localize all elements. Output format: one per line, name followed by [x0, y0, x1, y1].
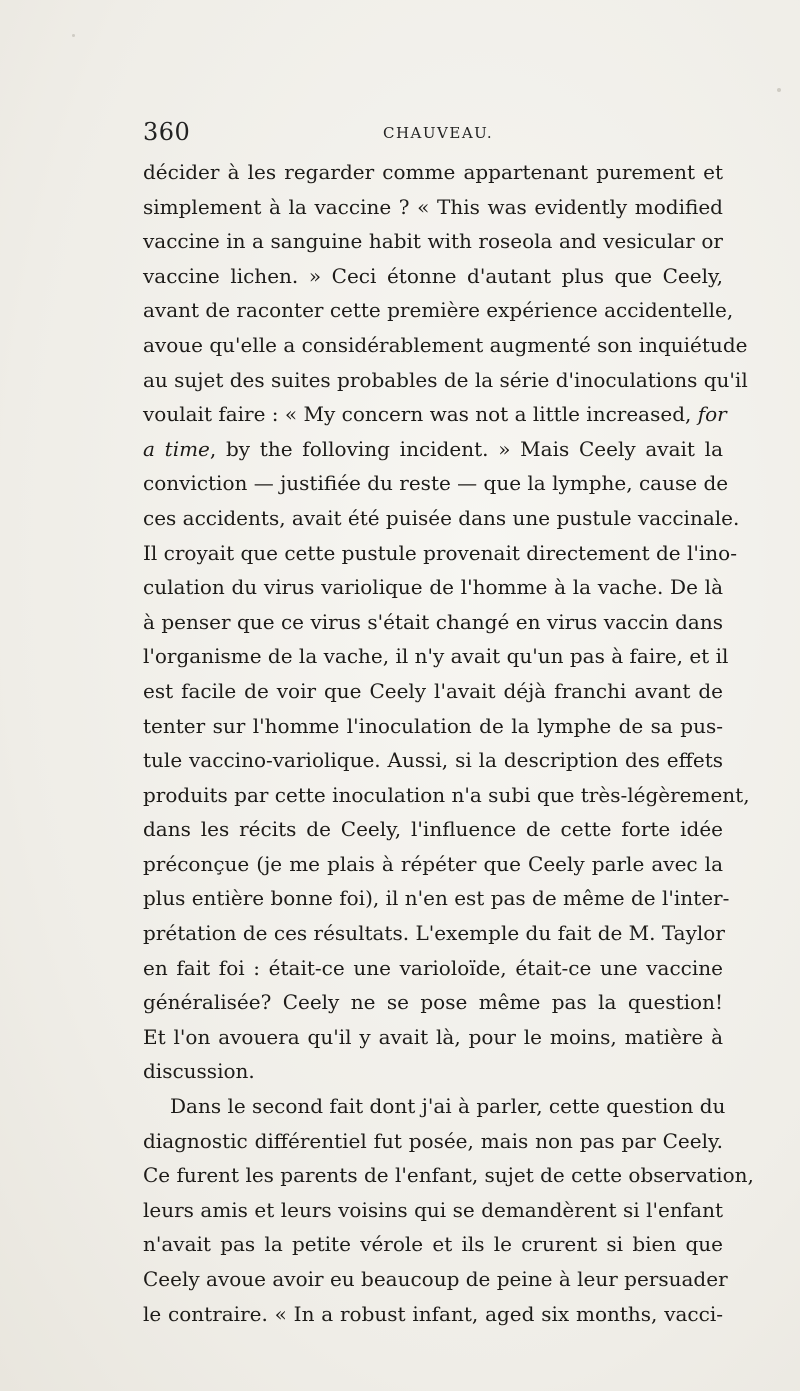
text-line: a time, by the folloving incident. » Mais Ceely avait la: [143, 436, 723, 461]
text-line: vaccine in a sanguine habit with roseola and vesicular or: [143, 229, 723, 254]
text-line: Il croyait que cette pustule provenait directement de l'ino-: [143, 540, 737, 565]
text-line: tenter sur l'homme l'inoculation de la lymphe de sa pus-: [143, 713, 723, 738]
text-line: vaccine lichen. » Ceci étonne d'autant plus que Ceely,: [143, 263, 723, 288]
text-line: culation du virus variolique de l'homme à la vache. De là: [143, 575, 723, 600]
italic-phrase: for: [697, 402, 727, 427]
page-number: 360: [143, 118, 191, 146]
text-line: Dans le second fait dont j'ai à parler, cette question du: [170, 1094, 726, 1119]
text-line: décider à les regarder comme appartenant purement et: [143, 160, 723, 184]
text-line: tule vaccino-variolique. Aussi, si la description des effets: [143, 748, 723, 773]
text-line: diagnostic différentiel fut posée, mais non pas par Ceely.: [143, 1128, 723, 1153]
text-line: le contraire. « In a robust infant, aged six months, vacci-: [143, 1301, 723, 1326]
text-line: généralisée? Ceely ne se pose même pas la question!: [143, 990, 723, 1015]
page-header: [143, 118, 723, 158]
text-line: est facile de voir que Ceely l'avait déjà franchi avant de: [143, 678, 723, 703]
text-line: à penser que ce virus s'était changé en virus vaccin dans: [143, 609, 723, 634]
text-line: voulait faire : « My concern was not a little increased, for: [143, 402, 727, 427]
text-line: Ceely avoue avoir eu beaucoup de peine à leur persuader: [143, 1267, 728, 1291]
text-line: leurs amis et leurs voisins qui se demandèrent si l'enfant: [143, 1197, 723, 1222]
text-line: au sujet des suites probables de la série d'inoculations qu'il: [143, 367, 748, 392]
text-line: avant de raconter cette première expérience accidentelle,: [143, 298, 734, 323]
text-line: Et l'on avouera qu'il y avait là, pour le moins, matière à: [143, 1024, 723, 1049]
text-line: Ce furent les parents de l'enfant, sujet de cette observation,: [143, 1163, 754, 1188]
text-line: discussion.: [143, 1059, 255, 1084]
text-line: conviction — justifiée du reste — que la lymphe, cause de: [143, 471, 729, 496]
italic-phrase: a time: [143, 436, 210, 461]
text-line: produits par cette inoculation n'a subi que très-légèrement,: [143, 782, 750, 807]
paragraph: [143, 155, 750, 1089]
text-line: préconçue (je me plais à répéter que Ceely parle avec la: [143, 851, 723, 876]
running-head: CHAUVEAU.: [383, 124, 494, 142]
text-line: l'organisme de la vache, il n'y avait qu'un pas à faire, et il: [143, 644, 729, 669]
text-line: n'avait pas la petite vérole et ils le crurent si bien que: [143, 1232, 723, 1257]
text-line: plus entière bonne foi), il n'en est pas de même de l'inter-: [143, 886, 730, 911]
text-line: ces accidents, avait été puisée dans une pustule vaccinale.: [143, 505, 740, 530]
text-line: simplement à la vaccine ? « This was evidently modified: [143, 194, 723, 219]
text-line: prétation de ces résultats. L'exemple du fait de M. Taylor: [143, 921, 725, 946]
paragraph: [143, 1089, 754, 1331]
text-line: avoue qu'elle a considérablement augmenté son inquiétude: [143, 332, 748, 357]
text-line: en fait foi : était-ce une varioloïde, était-ce une vaccine: [143, 955, 723, 980]
body-text: [143, 155, 754, 1331]
scan-speck: [72, 34, 75, 37]
text-line: dans les récits de Ceely, l'influence de cette forte idée: [143, 817, 723, 842]
scan-speck: [777, 88, 781, 92]
